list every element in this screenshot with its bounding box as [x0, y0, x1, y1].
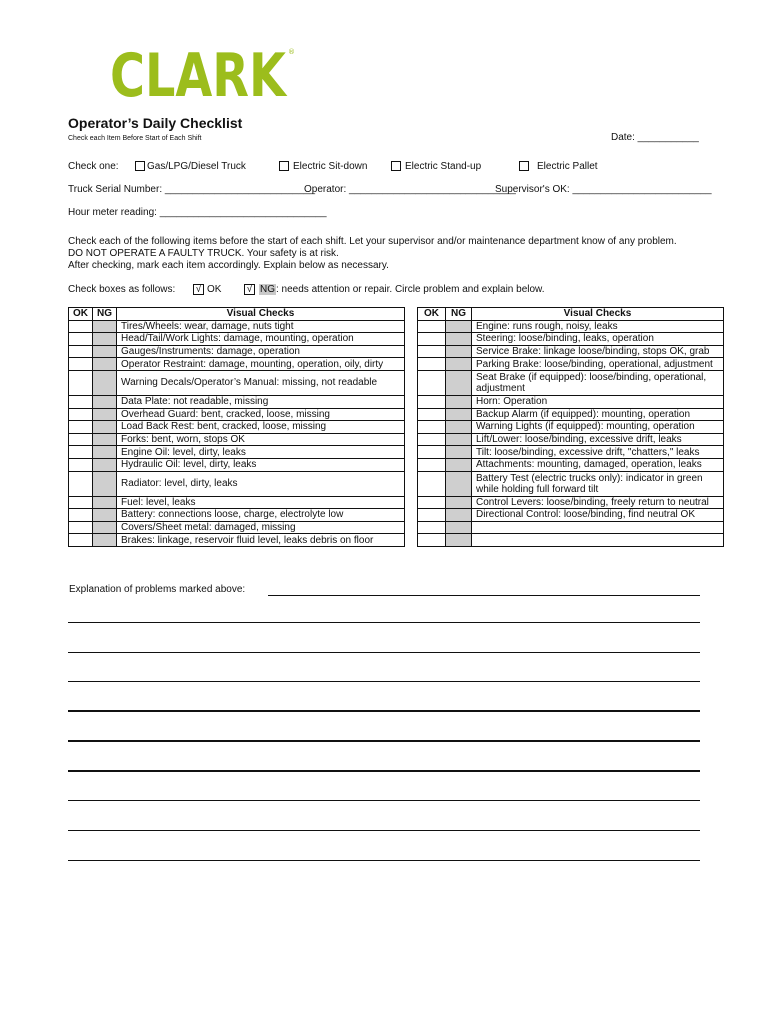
check-item: Directional Control: loose/binding, find neutral OK — [472, 509, 724, 522]
ok-checkbox-cell[interactable] — [69, 471, 93, 496]
check-item: Control Levers: loose/binding, freely return to neutral — [472, 496, 724, 509]
ok-checkbox-cell[interactable] — [418, 370, 446, 395]
ok-checkbox-cell[interactable] — [418, 358, 446, 371]
check-item: Operator Restraint: damage, mounting, operation, oily, dirty — [117, 358, 405, 371]
ng-checkbox-cell[interactable] — [93, 345, 117, 358]
ng-column-header: NG — [93, 308, 117, 321]
ok-checkbox-cell[interactable] — [69, 408, 93, 421]
ng-checkbox-cell[interactable] — [446, 345, 472, 358]
ng-checkbox-cell[interactable] — [93, 446, 117, 459]
ng-checkbox-cell[interactable] — [446, 433, 472, 446]
explanation-line[interactable] — [68, 740, 700, 742]
ng-checkbox-cell[interactable] — [93, 433, 117, 446]
ng-checkbox-cell[interactable] — [446, 509, 472, 522]
ng-checkbox-cell[interactable] — [446, 534, 472, 547]
ng-checkbox-cell[interactable] — [93, 395, 117, 408]
ng-column-header: NG — [446, 308, 472, 321]
right-table-header — [418, 308, 724, 321]
check-item: Service Brake: linkage loose/binding, stops OK, grab — [472, 345, 724, 358]
ok-column-header: OK — [418, 308, 446, 321]
ng-checkbox-cell[interactable] — [93, 320, 117, 333]
ok-column-header: OK — [69, 308, 93, 321]
ng-checkbox-cell[interactable] — [446, 408, 472, 421]
table-row — [69, 509, 405, 522]
check-item: Parking Brake: loose/binding, operational, adjustment — [472, 358, 724, 371]
table-row — [69, 333, 405, 346]
table-row — [69, 471, 405, 496]
check-item: Engine: runs rough, noisy, leaks — [472, 320, 724, 333]
check-item: Lift/Lower: loose/binding, excessive drift, leaks — [472, 433, 724, 446]
ok-checkbox-cell[interactable] — [69, 333, 93, 346]
table-row — [69, 395, 405, 408]
table-row — [418, 496, 724, 509]
table-row — [418, 333, 724, 346]
ng-checkbox-cell[interactable] — [93, 509, 117, 522]
check-item: Battery Test (electric trucks only): indicator in green while holding full forward tilt — [472, 471, 724, 496]
ng-checkbox-cell[interactable] — [446, 395, 472, 408]
left-checks-table — [68, 307, 405, 547]
ng-checkbox-cell[interactable] — [93, 421, 117, 434]
ng-checkbox-cell[interactable] — [93, 534, 117, 547]
table-row — [69, 408, 405, 421]
ok-checkmark-icon: √ — [193, 284, 204, 295]
ok-checkbox-cell[interactable] — [418, 446, 446, 459]
table-row — [69, 534, 405, 547]
check-item: Load Back Rest: bent, cracked, loose, missing — [117, 421, 405, 434]
check-item: Engine Oil: level, dirty, leaks — [117, 446, 405, 459]
table-row — [69, 320, 405, 333]
explanation-line[interactable] — [68, 830, 700, 831]
ng-checkbox-cell[interactable] — [446, 370, 472, 395]
ok-checkbox-cell[interactable] — [69, 358, 93, 371]
electric-pallet-checkbox[interactable] — [519, 161, 529, 171]
ok-checkbox-cell[interactable] — [418, 509, 446, 522]
table-row — [69, 521, 405, 534]
check-item: Tilt: loose/binding, excessive drift, "chatters," leaks — [472, 446, 724, 459]
ok-checkbox-cell[interactable] — [69, 496, 93, 509]
clark-logo — [110, 44, 300, 100]
check-item — [472, 534, 724, 547]
visual-checks-header: Visual Checks — [117, 308, 405, 321]
electric-sitdown-label: Electric Sit-down — [293, 161, 368, 172]
legend-label: Check boxes as follows: — [68, 284, 176, 295]
electric-pallet-label: Electric Pallet — [537, 161, 598, 172]
instruction-line-3: After checking, mark each item accordingly. Explain below as necessary. — [68, 260, 389, 271]
ng-checkbox-cell[interactable] — [446, 471, 472, 496]
ok-checkbox-cell[interactable] — [418, 333, 446, 346]
check-item: Brakes: linkage, reservoir fluid level, leaks debris on floor — [117, 534, 405, 547]
table-row — [418, 395, 724, 408]
check-item: Hydraulic Oil: level, dirty, leaks — [117, 458, 405, 471]
ok-checkbox-cell[interactable] — [418, 395, 446, 408]
ok-checkbox-cell[interactable] — [69, 521, 93, 534]
ok-checkbox-cell[interactable] — [69, 421, 93, 434]
right-checks-table — [417, 307, 724, 547]
table-row — [69, 345, 405, 358]
ok-checkbox-cell[interactable] — [418, 458, 446, 471]
check-item: Fuel: level, leaks — [117, 496, 405, 509]
ok-checkbox-cell[interactable] — [69, 395, 93, 408]
check-item: Head/Tail/Work Lights: damage, mounting, operation — [117, 333, 405, 346]
logo-text: CLARK — [110, 44, 288, 100]
table-row — [418, 358, 724, 371]
explanation-line[interactable] — [68, 800, 700, 801]
check-item: Overhead Guard: bent, cracked, loose, missing — [117, 408, 405, 421]
ng-checkbox-cell[interactable] — [93, 358, 117, 371]
check-item: Covers/Sheet metal: damaged, missing — [117, 521, 405, 534]
check-item: Battery: connections loose, charge, electrolyte low — [117, 509, 405, 522]
table-row — [418, 509, 724, 522]
table-row — [418, 471, 724, 496]
electric-sitdown-checkbox[interactable] — [279, 161, 289, 171]
ng-checkbox-cell[interactable] — [446, 496, 472, 509]
left-table-header — [69, 308, 405, 321]
supervisor-ok-field[interactable]: Supervisor's OK: _________________________ — [495, 184, 712, 195]
ng-checkmark-icon: √ — [244, 284, 255, 295]
explanation-line[interactable] — [68, 622, 700, 623]
ng-checkbox-cell[interactable] — [93, 458, 117, 471]
table-row — [418, 446, 724, 459]
table-row — [418, 408, 724, 421]
hour-meter-field[interactable]: Hour meter reading: ______________________________ — [68, 207, 327, 218]
ok-checkbox-cell[interactable] — [69, 509, 93, 522]
legend-ok-label: OK — [207, 284, 222, 295]
explanation-line[interactable] — [68, 770, 700, 772]
ng-checkbox-cell[interactable] — [446, 333, 472, 346]
ng-checkbox-cell[interactable] — [446, 458, 472, 471]
visual-checks-header: Visual Checks — [472, 308, 724, 321]
legend-ng-label: NG — [260, 284, 275, 295]
check-item: Horn: Operation — [472, 395, 724, 408]
ng-checkbox-cell[interactable] — [93, 521, 117, 534]
ng-checkbox-cell[interactable] — [446, 320, 472, 333]
explanation-line[interactable] — [68, 652, 700, 653]
ok-checkbox-cell[interactable] — [69, 446, 93, 459]
table-row — [418, 370, 724, 395]
truck-serial-field[interactable]: Truck Serial Number: ___________________________ — [68, 184, 316, 195]
operator-field[interactable]: Operator: ______________________________ — [304, 184, 516, 195]
check-item: Radiator: level, dirty, leaks — [117, 471, 405, 496]
ng-checkbox-cell[interactable] — [446, 521, 472, 534]
check-item: Attachments: mounting, damaged, operation, leaks — [472, 458, 724, 471]
ng-checkbox-cell[interactable] — [93, 496, 117, 509]
ok-checkbox-cell[interactable] — [69, 534, 93, 547]
check-item: Tires/Wheels: wear, damage, nuts tight — [117, 320, 405, 333]
legend-ng — [259, 284, 545, 295]
ok-checkbox-cell[interactable] — [418, 496, 446, 509]
gas-truck-label: Gas/LPG/Diesel Truck — [147, 161, 246, 172]
explanation-line[interactable] — [68, 860, 700, 861]
check-item: Warning Lights (if equipped): mounting, operation — [472, 421, 724, 434]
instruction-line-2: DO NOT OPERATE A FAULTY TRUCK. Your safety is at risk. — [68, 248, 339, 259]
ok-checkbox-cell[interactable] — [418, 345, 446, 358]
ng-checkbox-cell[interactable] — [446, 358, 472, 371]
ok-checkbox-cell[interactable] — [418, 408, 446, 421]
table-row — [418, 421, 724, 434]
table-row — [69, 496, 405, 509]
ok-checkbox-cell[interactable] — [69, 345, 93, 358]
check-item: Seat Brake (if equipped): loose/binding, operational, adjustment — [472, 370, 724, 395]
explanation-label: Explanation of problems marked above: — [69, 584, 246, 595]
ok-checkbox-cell[interactable] — [69, 320, 93, 333]
ng-checkbox-cell[interactable] — [93, 370, 117, 395]
legend-ng-text: : needs attention or repair. Circle problem and explain below. — [276, 284, 545, 295]
ok-checkbox-cell[interactable] — [418, 471, 446, 496]
gas-truck-checkbox[interactable] — [135, 161, 145, 171]
table-row — [69, 370, 405, 395]
ok-checkbox-cell[interactable] — [69, 370, 93, 395]
ok-checkbox-cell[interactable] — [69, 433, 93, 446]
ng-checkbox-cell[interactable] — [93, 333, 117, 346]
ok-checkbox-cell[interactable] — [418, 421, 446, 434]
explanation-line[interactable] — [68, 710, 700, 712]
instruction-line-1: Check each of the following items before the start of each shift. Let your supervisor and/or maintenance department know of any problem. — [68, 236, 677, 247]
table-row — [418, 320, 724, 333]
check-item: Warning Decals/Operator’s Manual: missing, not readable — [117, 370, 405, 395]
table-row — [69, 458, 405, 471]
explanation-line[interactable] — [68, 681, 700, 682]
page-subtitle: Check each Item Before Start of Each Shift — [68, 135, 202, 142]
check-item: Gauges/Instruments: damage, operation — [117, 345, 405, 358]
ng-checkbox-cell[interactable] — [446, 446, 472, 459]
ok-checkbox-cell[interactable] — [418, 534, 446, 547]
table-row — [69, 421, 405, 434]
date-field[interactable]: Date: ___________ — [611, 132, 699, 143]
check-item: Steering: loose/binding, leaks, operation — [472, 333, 724, 346]
table-row — [69, 358, 405, 371]
table-row — [418, 521, 724, 534]
table-row — [418, 433, 724, 446]
ok-checkbox-cell[interactable] — [69, 458, 93, 471]
page-title: Operator’s Daily Checklist — [68, 115, 243, 131]
ng-checkbox-cell[interactable] — [93, 408, 117, 421]
table-row — [69, 433, 405, 446]
table-row — [418, 458, 724, 471]
ok-checkbox-cell[interactable] — [418, 521, 446, 534]
check-item — [472, 521, 724, 534]
check-item: Forks: bent, worn, stops OK — [117, 433, 405, 446]
clark-logo-graphic — [110, 44, 300, 100]
table-row — [418, 345, 724, 358]
table-row — [69, 446, 405, 459]
ok-checkbox-cell[interactable] — [418, 320, 446, 333]
explanation-line[interactable] — [268, 595, 700, 596]
ng-checkbox-cell[interactable] — [93, 471, 117, 496]
logo-registered-mark: ® — [288, 48, 295, 56]
electric-standup-checkbox[interactable] — [391, 161, 401, 171]
check-item: Backup Alarm (if equipped): mounting, operation — [472, 408, 724, 421]
electric-standup-label: Electric Stand-up — [405, 161, 482, 172]
ok-checkbox-cell[interactable] — [418, 433, 446, 446]
check-one-label: Check one: — [68, 161, 119, 172]
ng-checkbox-cell[interactable] — [446, 421, 472, 434]
table-row — [418, 534, 724, 547]
check-item: Data Plate: not readable, missing — [117, 395, 405, 408]
